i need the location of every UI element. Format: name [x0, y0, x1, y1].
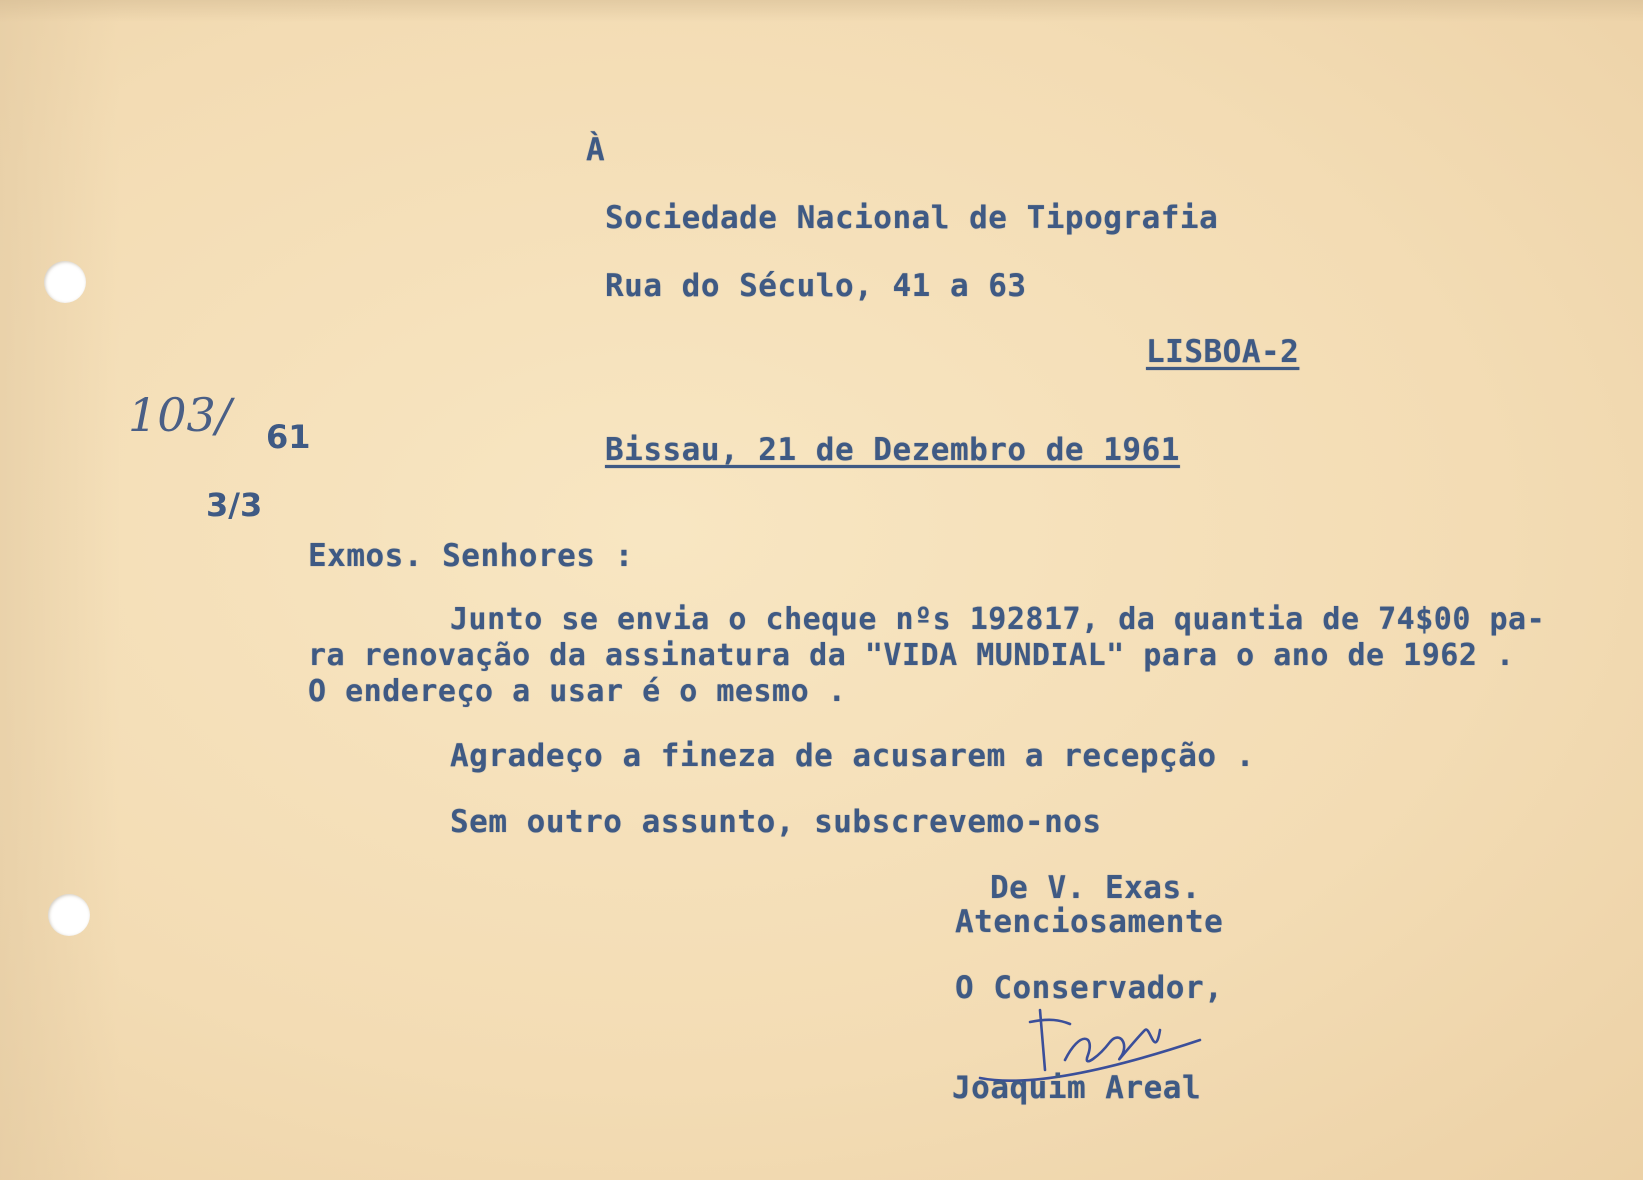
body-paragraph1-line3: O endereço a usar é o mesmo . [308, 674, 847, 709]
handwritten-reference-number: 103/ [128, 388, 232, 442]
closing-title: O Conservador, [955, 970, 1224, 1006]
body-paragraph1-line2: ra renovação da assinatura da "VIDA MUNDIAL" para o ano de 1962 . [308, 638, 1515, 673]
body-paragraph1-line1: Junto se envia o cheque nºs 192817, da quantia de 74$00 pa- [450, 602, 1546, 637]
signatory-name: Joaquim Areal [952, 1070, 1202, 1106]
closing-line1: De V. Exas. [990, 870, 1201, 906]
punch-hole-bottom [48, 894, 90, 936]
punch-hole-top [44, 261, 86, 303]
addressee-name: Sociedade Nacional de Tipografia [605, 200, 1219, 236]
closing-line2: Atenciosamente [955, 904, 1224, 940]
addressee-city: LISBOA-2 [1146, 334, 1300, 370]
body-paragraph2: Agradeço a fineza de acusarem a recepção . [450, 738, 1255, 774]
date-line: Bissau, 21 de Dezembro de 1961 [605, 432, 1180, 468]
reference-page: 3/3 [206, 486, 263, 524]
salutation: Exmos. Senhores : [308, 538, 634, 574]
addressee-prefix: À [586, 132, 606, 168]
reference-year: 61 [266, 418, 311, 456]
body-paragraph3: Sem outro assunto, subscrevemo-nos [450, 804, 1102, 840]
addressee-street: Rua do Século, 41 a 63 [605, 268, 1027, 304]
